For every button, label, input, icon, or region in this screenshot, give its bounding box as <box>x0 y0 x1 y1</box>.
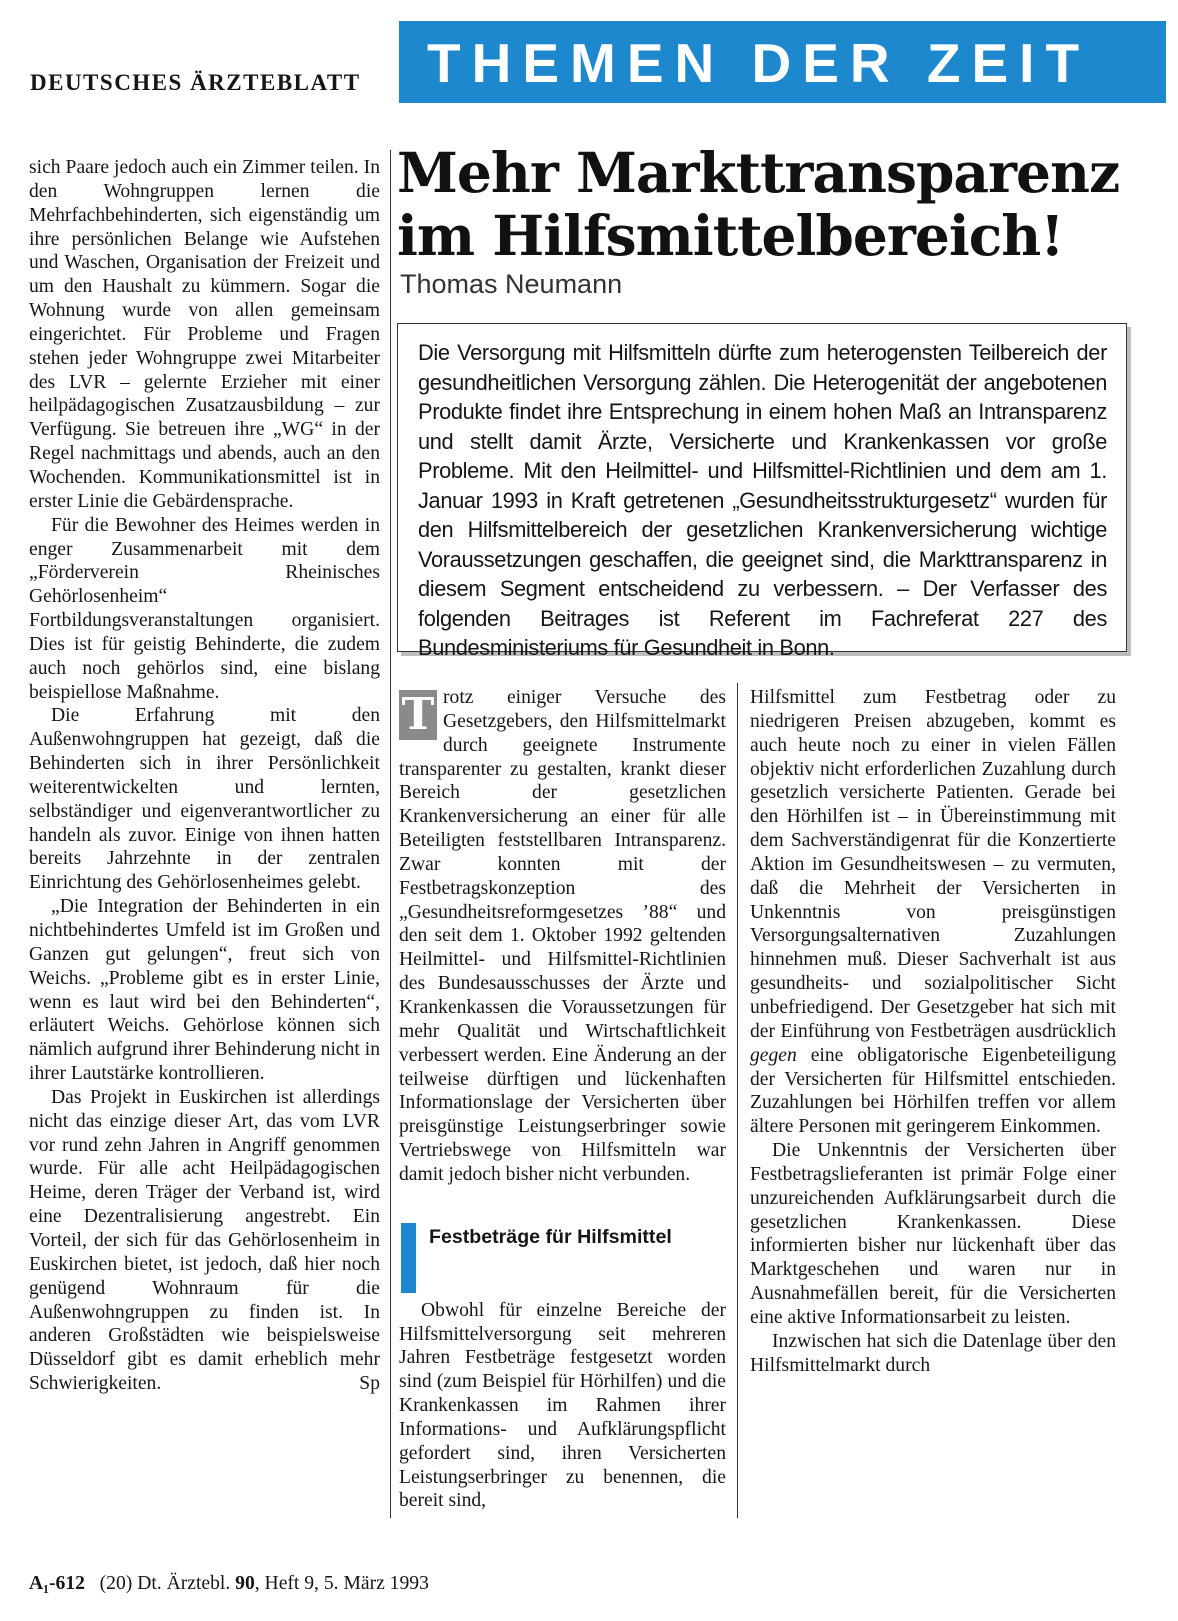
middle-paragraph-2: Obwohl für einzelne Bereiche der Hilfsmittelversorgung seit mehreren Jahren Festbeträge festgesetzt worden sind (zum Beispiel für Hörhilfen) und die Krankenkassen im Rahmen ihrer Informations- und Aufklärungspflicht gefordert sind, ihren Versicherten Leistungserbringer zu benennen, die bereit sind, <box>399 1299 726 1512</box>
author-signoff: Sp <box>359 1373 380 1395</box>
right-paragraph-1-part-a: Hilfsmittel zum Festbetrag oder zu niedrigeren Preisen abzugeben, kommt es auch heute noch zu einer in vielen Fällen objektiv nicht erforderlichen Zuzahlung durch gesetzlich versicherte Patienten. Gerade bei den Hörhilfen ist – in Übereinstimmung mit dem Sachverständigenrat für die Konzertierte Aktion im Gesundheitswesen – zu vermuten, daß die Mehrheit der Versicherten in Unkenntnis von preisgünstigen Versorgungsalternativen Zuzahlungen hinnehmen muß. Dieser Sachverhalt ist aus gesundheits- und sozialpolitischer Sicht unbefriedigend. Der Gesetzgeber hat sich mit der Einführung von Festbeträgen ausdrücklich <box>750 687 1116 1042</box>
subheading: Festbeträge für Hilfsmittel <box>429 1225 672 1248</box>
footer-issue: , Heft 9, 5. März 1993 <box>254 1573 429 1594</box>
page-footer <box>29 1573 429 1595</box>
emphasis-gegen: gegen <box>750 1044 797 1066</box>
article-title: Mehr Markttransparenz im Hilfsmittelbereich! <box>397 140 1120 268</box>
footer-citation: (20) Dt. Ärztebl. <box>99 1573 231 1594</box>
masthead: DEUTSCHES ÄRZTEBLATT <box>30 70 361 95</box>
section-title: THEMEN DER ZEIT <box>427 32 1091 94</box>
left-paragraph-1: sich Paare jedoch auch ein Zimmer teilen. In den Wohngruppen lernen die Mehrfachbehinderten, sich eigenständig um ihre persönlichen Belange wie Aufstehen und Waschen, Organisation der Freizeit und um den Haushalt zu kümmern. Sogar die Wohnung wurde von allen gemeinsam eingerichtet. Für Probleme und Fragen stehen jeder Wohngruppe zwei Mitarbeiter des LVR – gelernte Erzieher mit einer heilpädagogischen Zusatzausbildung – zur Verfügung. Sie betreuen ihre „WG“ in der Regel nachmittags und abends, auch an den Wochenden. Kommunikationsmittel ist in erster Linie die Gebärdensprache. <box>29 157 380 512</box>
middle-paragraph-1 <box>399 686 726 1187</box>
left-paragraph-5-text: Das Projekt in Euskirchen ist allerdings nicht das einzige dieser Art, das vom LVR vor rund zehn Jahren in Angriff genommen wurde. Für alle acht Heilpädagogischen Heime, deren Träger der Verband ist, wird eine Dezentralisierung angestrebt. Ein Vorteil, der sich für das Gehörlosenheim in Euskirchen bietet, ist jedoch, daß hier noch genügend Wohnraum für die Außenwohngruppen zu finden ist. In anderen Großstädten wie beispielsweise Düsseldorf gibt es damit erheblich mehr Schwierigkeiten. <box>29 1086 380 1395</box>
left-paragraph-2: Für die Bewohner des Heimes werden in enger Zusammenarbeit mit dem „Förderverein Rheinisches Gehörlosenheim“ Fortbildungsveranstaltungen organisiert. Dies ist für geistig Behinderte, die zudem auch noch gehörlos sind, eine bislang beispiellose Maßnahme. <box>29 514 380 703</box>
left-paragraph-3: Die Erfahrung mit den Außenwohngruppen hat gezeigt, daß die Behinderten sich in ihrer Persönlichkeit weiterentwickelten und lernten, selbständiger und eigenverantwortlicher zu handeln als zuvor. Einige von ihnen hatten bereits Jahrzehnte in der zentralen Einrichtung des Gehörlosenheimes gelebt. <box>29 705 380 894</box>
middle-paragraph-1-text: rotz einiger Versuche des Gesetzgebers, den Hilfsmittelmarkt durch geeignete Instrumente transparenter zu gestalten, krankt dieser Bereich der gesetzlichen Krankenversicherung an einer für alle Beteiligten feststellbaren Intransparenz. Zwar konnten mit der Festbetragskonzeption des „Gesundheitsreformgesetzes ’88“ und den seit dem 1. Oktober 1992 geltenden Heilmittel- und Hilfsmittel-Richtlinien des Bundesausschusses der Ärzte und Krankenkassen die Voraussetzungen für mehr Qualität und Wirtschaftlichkeit verbessert werden. Eine Änderung an der teilweise dürftigen und lückenhaften Informationslage der Versicherten über preisgünstige Leistungserbringer sowie Vertriebswege von Hilfsmitteln war damit jedoch bisher nicht verbunden. <box>399 687 726 1185</box>
middle-column <box>399 686 726 1513</box>
column-divider-middle <box>737 683 738 1518</box>
drop-cap: T <box>399 690 437 740</box>
right-paragraph-1-part-b: eine obligatorische Eigenbeteiligung der Versicherten für Hilfsmittel entschieden. Zuzahlungen bei Hörhilfen treffen vor allem ältere Personen mit geringerem Einkommen. <box>750 1044 1116 1138</box>
article-author: Thomas Neumann <box>400 269 623 299</box>
subheading-block <box>399 1223 726 1293</box>
abstract-box <box>397 323 1127 660</box>
abstract-text: Die Versorgung mit Hilfsmitteln dürfte zum heterogensten Teilbereich der gesundheitlichen Versorgung zählen. Die Heterogenität der angebotenen Produkte findet ihre Entsprechung in einem hohen Maß an Intransparenz und stellt damit Ärzte, Versicherte und Krankenkassen vor große Probleme. Mit den Heilmittel- und Hilfsmittel-Richtlinien und dem am 1. Januar 1993 in Kraft getretenen „Gesundheitsstrukturgesetz“ wurden für den Hilfsmittelbereich der gesetzlichen Krankenversicherung wichtige Voraussetzungen geschaffen, die geeignet sind, die Markttransparenz in diesem Segment entscheidend zu verbessern. – Der Verfasser des folgenden Beitrages ist Referent im Fachreferat 227 des Bundesministeriums für Gesundheit in Bonn. <box>418 340 1107 660</box>
column-divider-left <box>390 150 391 1518</box>
footer-volume: 90 <box>235 1573 255 1594</box>
right-paragraph-1 <box>750 686 1116 1139</box>
left-column <box>29 156 380 1396</box>
right-paragraph-2: Die Unkenntnis der Versicherten über Festbetragslieferanten ist primär Folge einer unzureichenden Aufklärungsarbeit durch die gesetzlichen Krankenkassen. Diese informierten bisher nur lückenhaft über das Marktgeschehen und waren nur in Ausnahmefällen bereit, für die Versicherten eine aktive Informationsarbeit zu leisten. <box>750 1140 1116 1328</box>
right-column <box>750 686 1116 1377</box>
subheading-accent-bar <box>401 1223 416 1293</box>
page-number: A₁-612 <box>29 1573 85 1594</box>
left-paragraph-4: „Die Integration der Behinderten in ein nichtbehindertes Umfeld ist im Großen und Ganzen gut gelungen“, freut sich von Weichs. „Probleme gibt es in erster Linie, wenn es laut wird bei den Behinderten“, erläutert Weichs. Gehörlose können sich nämlich aufgrund ihrer Behinderung nicht in ihrer Lautstärke kontrollieren. <box>29 896 380 1085</box>
section-banner <box>399 21 1166 103</box>
right-paragraph-3: Inzwischen hat sich die Datenlage über den Hilfsmittelmarkt durch <box>750 1330 1116 1376</box>
left-paragraph-5 <box>29 1086 380 1396</box>
